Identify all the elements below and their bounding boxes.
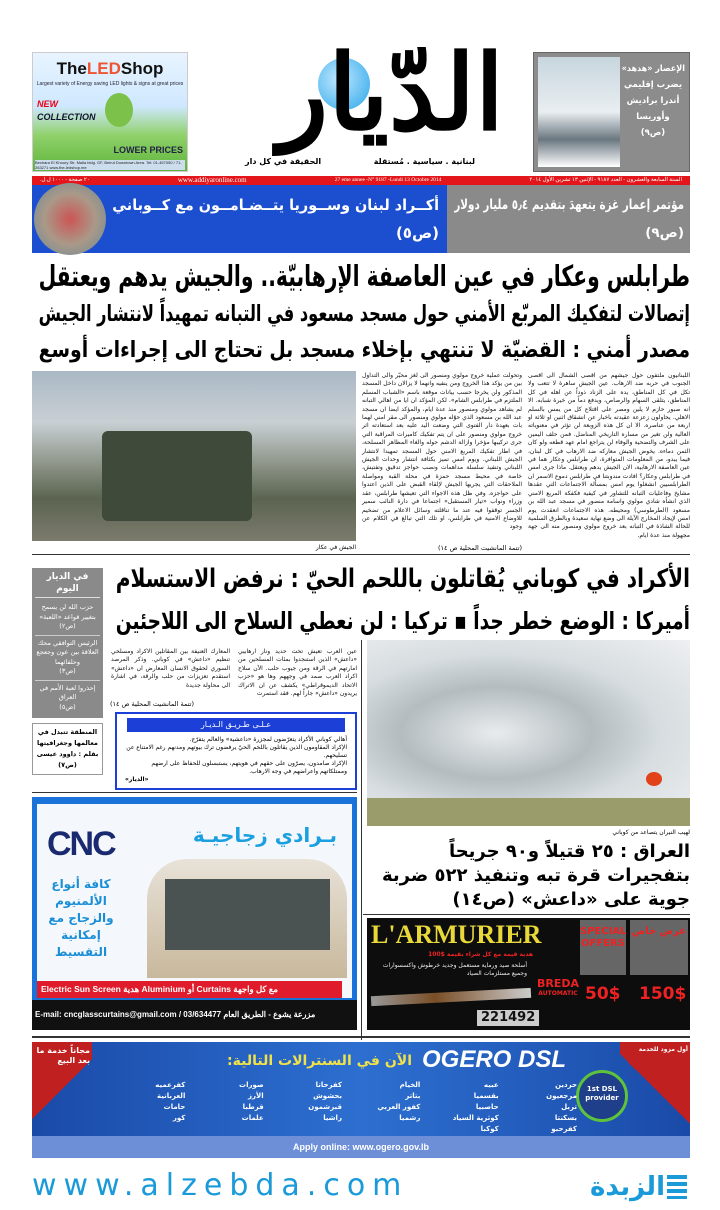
kobani-article	[110, 648, 357, 790]
issue-price: ٢٠ صفحة - ١٠٠٠ ل.ل.	[40, 177, 90, 183]
continued-note[interactable]: (تتمة المانشيت المحلية ص ١٤)	[437, 544, 522, 552]
central-item: بقسميا	[473, 1092, 499, 1100]
photo-caption: الجيش في عكار	[315, 544, 356, 551]
central-item: علمات	[241, 1114, 264, 1122]
article-column: اللبنانيون ملتفون حول جيشهم من اقصى الشمال الى اقصى الجنوب في حربه ضد الارهاب. عين الجيش ساهرة لا تتعب ولا تكل في كل المناطق، يده على الزناد ذوداً عن اهله في كل المناطق، يتلقى السهام والرصاص، ويدفع دماً من خيرة شبابه. الا انه صبور حازم لا يلين ومصر على اقتلاع كل من يمس بالسلم الاهلي. يحاولون زعزعة عقيدته باخبار عن انشقاق اثنين او ثلاثة او اربعة من عناصره. الا ان كل هذه الزوبعة لن تؤثر في معنوياته العالية ولن تغير من مساره التاريخي المناضل. فمن حلف اليمين على الشرف والتضحية والوفاء لن يتراجع امام عهد قطعه ولو كان الثمن دماءه. يخوض الجيش معاركه ضد الارهاب في كل لبنان، فيما يبدو، من المعلومات المتوافرة، ان طرابلس وعكار هما في عين العاصفة الارهابية، الان الجيش يدهم ويعتقل. ماذا جرى امس في طرابلس وعكار؟ افادت مندوبتنا في طرابلس دموع الاسمر ان الطرابلسيين انشغلوا يوم امس بمسألة الاجتماعات التي عقدها مشايخ وفاعليات التبانه للتشاور في كيفية فكفكة المربع الامني الذي انشأه شادي مولوي واسامة منصور في مسجد عبد الله بن مسعود (الطرطوسي) ومحيطه. هذه الاجتماعات انعقدت يوم امس لإيجاد المخارج الآيلة الى وضع نهاية سعيدة وبالطرق السلمية للحالة الشاذة في التبانه بعد خروج مولوي ومنصور منه الى جهة مجهولة منذ عدة ايام.	[528, 372, 690, 539]
sidebar-heading: في الديار اليوم	[35, 571, 100, 598]
armurier-gift: هدية قيمة مع كل شراء بقيمة $100	[428, 951, 533, 958]
special-offer-ar: عرض خاص	[630, 920, 688, 975]
armurier-desc: أسلحة صيد ورماية مستعمل وجديد خرطوش واكسسوارات وجميع مستلزمات الصياد	[382, 962, 527, 977]
gaza-banner[interactable]	[447, 185, 690, 253]
fire-icon	[646, 772, 662, 786]
editorial-paragraph: الإكراد المقاومون الذين يقاتلون باللحم الحيّ يرفضون ترك بيوتهم ومدنهم رغم الامتناع عن تسليحهم.	[126, 744, 347, 760]
led-ad-lower-prices: LOWER PRICES	[113, 145, 183, 155]
teaser-line: أندرا براديش	[626, 96, 680, 106]
led-ad-subtitle: Largest variety of Energy saving LED lights & signs at great prices	[36, 81, 184, 87]
central-item: عبيه	[483, 1081, 499, 1089]
teaser-line: الإعصار «هدهد»	[621, 64, 685, 74]
central-item: صورات	[239, 1081, 264, 1089]
central-item: حردين	[555, 1081, 577, 1089]
central-item: كور	[172, 1114, 186, 1122]
kobani-headline: الأكراد في كوباني يُقاتلون باللحم الحيّ : نرفض الاستسلام	[115, 564, 690, 594]
armored-vehicle	[102, 431, 252, 521]
editorial-paragraph: الإكراد صامدون، يصرّون على حقهم في هويتهم، يستبسلون للحفاظ على ارضهم وممتلكاتهم واعراضهم في وجه الارهاب.	[151, 760, 347, 776]
banner-title: مؤتمر إعمار غزة يتعهدَ بتقديم ٥٫٤ مليار دولار	[454, 197, 684, 213]
central-item: بتاتر	[405, 1092, 421, 1100]
banner-page: (ص٥)	[395, 224, 439, 242]
central-item: قبرشمون	[308, 1103, 342, 1111]
central-item: حاصبيا	[475, 1103, 499, 1111]
cnc-ad[interactable]	[32, 797, 357, 1030]
central-item: العربانية	[157, 1092, 186, 1100]
armurier-ad[interactable]	[367, 918, 690, 1030]
led-ad-title: TheLEDShop	[56, 59, 164, 78]
cnc-contact: E-mail: cncglasscurtains@gmail.com / 03/634477 مزرعة يشوع - الطريق العام	[32, 1000, 357, 1030]
cyclone-photo	[538, 57, 620, 167]
free-service-corner: مجاناً خدمة ما بعد البيع	[32, 1042, 92, 1136]
led-ad-new: NEW COLLECTION	[37, 99, 96, 122]
price-2: 150$	[639, 984, 687, 1004]
central-item: كفرحبو	[551, 1125, 577, 1133]
article-column: وتحولت عملية خروج مولوي ومنصور الى لغز محيّر والى التداول بين من يؤكد هذا الخروج ومن ينفيه وانهما لا يزالان داخل المسجد المذكور ولن يخرجا حسب بيانات موقعة باسم «الشباب المسلم الملتزم في طرابلس الشام». لكن المؤكد ان ايا من اهالي التبانه لم يشاهد مولوي ومنصور منذ عدة ايام، والمؤكد ايضا ان مسجد عبد الله بن مسعود الذي حوّله مولوي ومنصور الى مقر امني لهما بات بعهدة دار الفتوى التي وضعت اليد عليه بعد استعادته اثر خروج مولوي ومنصور على ان يتم تفكيك كاميرات المراقبة التي جرى تركيبها مؤخرا وازالة الدشم حوله والغاء المظاهر المسلحة، في اطار تفكيك المربع الامني حول المسجد تمهيدا لانتشار الجيش اللبناني. ويوم امس تميز بكثافة انتشار وحدات الجيش اللبناني وتنفيذ سلسلة مداهمات ونصب حواجز تدقيق وتفتيش، خاصة في محيط مسجد حمزة في محلة القبة ومواصلة الملاحقات التي يجريها الجيش لإلقاء القبض على الذين اعتدوا على حواجزه. وفي ظل هذه الاجواء التي تعيشها طرابلس، عقد وزراء ونواب «تيار المستقبل» اجتماعا في دارة النائب سمير الجسر توقفوا فيه عند ما تناقلته وسائل الاعلام من تضخيم للاوضاع الامنية في طرابلس، او تلك التي تبالغ في الكلام عن وجود	[362, 372, 522, 531]
first-provider-badge: 1st DSL provider	[576, 1070, 628, 1122]
special-offers: SPECIAL OFFERS	[580, 920, 626, 975]
led-ad-address: Bechara El Khoury Str. Malla bldg. GF, Beirut Downtown Area. Tel: 01-457050 / 71-263271 www.the-ledshop.me	[35, 160, 185, 170]
divider	[32, 554, 690, 555]
divider	[32, 1036, 690, 1038]
issue-bar	[32, 176, 690, 185]
kobani-subheadline: أميركا : الوضع خطر جداً ▪ تركيا : لن نعطي السلاح الى اللاجئين	[115, 607, 690, 635]
kurds-banner[interactable]	[32, 185, 447, 253]
sidebar-item[interactable]: الرئيس التوافقي محك العلاقة بين عون وجعجع وحلفائهما (ص٣)	[35, 636, 100, 681]
central-item: بحشوش	[313, 1092, 342, 1100]
cnc-promo: Electric Sun Screen هدية Aluminium أو Curtains مع كل واجهة	[37, 981, 342, 998]
main-subheadline-1: إتصالات لتفكيك المربّع الأمني حول مسجد مسعود في التبانه تمهيداً لانتشار الجيش	[38, 301, 690, 327]
ogero-title: OGERO DSL	[422, 1046, 567, 1073]
central-item: راشيا	[323, 1114, 342, 1122]
right-corner: أول مزود للخدمة	[620, 1042, 690, 1136]
cnc-logo: CNC	[47, 825, 115, 863]
price-1: 50$	[585, 984, 621, 1004]
banner-page: (ص٩)	[645, 225, 684, 241]
continued-note[interactable]: (تتمة المانشيت المحلية ص ١٤)	[110, 700, 195, 709]
central-item: قرطبا	[242, 1103, 264, 1111]
masthead-tagline: لبنانية . سياسية . مُستقلة الحقيقة في كل دار	[245, 157, 475, 166]
alzebda-logo: الزبدة	[590, 1170, 690, 1204]
teaser-cyclone[interactable]	[533, 52, 690, 172]
main-headline: طرابلس وعكار في عين العاصفة الإرهابيّة.. والجيش يدهم ويعتقل	[38, 259, 690, 293]
photo-caption: لهيب النيران يتصاعد من كوباني	[612, 829, 690, 836]
central-item: كفور العربي	[377, 1103, 421, 1111]
cnc-body: كافة أنواع الألمنيوم والزجاج مع إمكانية التقسيط	[48, 877, 114, 959]
divider	[32, 792, 357, 793]
issue-french: 27 eme annee -N° 9187 -Lundi 13 Octobre 2014	[334, 177, 442, 183]
article-column: المعارك العنيفة بين المقاتلين الاكراد ومسلحي تنظيم «داعش» في كوباني. وذكر المرصد السوري لحقوق الانسان المعارض ان «داعش» استقدم تعزيزات من حلب والرقة، في اشارة الى محاولة جديدة	[111, 648, 230, 689]
logo-bars-icon	[667, 1175, 687, 1199]
crowd-photo	[34, 183, 106, 255]
sidebar-column[interactable]: المنطقة تتبدل في معالمها وجغرافيتها بقلم : داوود عيسى (ص٧)	[32, 723, 103, 775]
army-photo	[32, 371, 356, 541]
apply-online-link[interactable]: Apply online: www.ogero.gov.lb	[32, 1136, 690, 1158]
masthead-name: الدّيار	[277, 31, 504, 154]
teaser-line: يضرب إقليمي	[623, 80, 683, 90]
explosion-photo	[367, 640, 690, 826]
divider	[363, 914, 690, 915]
footer-url[interactable]: www.alzebda.com	[32, 1168, 409, 1203]
armurier-brand: BREDA AUTOMATIC	[537, 977, 580, 997]
editorial-signature: «الديار»	[125, 776, 149, 784]
divider	[361, 640, 362, 1040]
balcony-photo	[147, 859, 347, 978]
central-item: حامات	[163, 1103, 186, 1111]
sidebar-item[interactable]: حزب الله لن يسمح بتغيير قواعد «اللعبة» (ص٢)	[35, 600, 100, 636]
teaser-line: (ص٩)	[640, 128, 666, 138]
main-subheadline-2: مصدر أمني : القضيّة لا تنتهي بإخلاء مسجد بل تحتاج الى إجراءات أوسع	[38, 337, 691, 363]
masthead-logo	[200, 31, 520, 172]
led-shop-ad[interactable]	[32, 52, 188, 172]
sidebar	[32, 568, 103, 775]
central-item: الأرز	[248, 1092, 264, 1100]
editorial-paragraph: أهالي كوباني الأكراد يتعرّضون لمجزرة «داعشية» والعالم يتفرّج.	[189, 736, 347, 744]
central-item: تربل	[561, 1103, 577, 1111]
central-item: كفرعميه	[155, 1081, 186, 1089]
editorial-box	[115, 712, 357, 790]
ogero-subtitle: الآن في السنترالات التالية:	[227, 1053, 412, 1069]
issue-arabic: السنة السابعة والعشرون - العدد ٩١٨٧ - الإثنين ١٣ تشرين الأول ٢٠١٤	[529, 177, 682, 183]
central-item: كوكبا	[480, 1125, 499, 1133]
teaser-line: وأوريسا	[636, 112, 670, 122]
editorial-title: عـلـى طـريـق الـديـار	[127, 718, 345, 732]
article-column: عين العرب تعيش تحت حديد ونار ارهابيي «داعش» الذين استنجدوا بمئات المسلحين من امارتهم في الرقة ومن جيوب حلب. الآن سلاح اكراد العرب صمد في وجههم وها هو «حزب الاتحاد الديموقراطي» يكشف عن ان الاتراك يريدون «داعش» جاراً لهم. فقد استمرت	[238, 648, 357, 698]
website-link[interactable]: www.addiyaronline.com	[177, 176, 247, 184]
armurier-phone: 221492	[477, 1010, 539, 1026]
central-item: كوثرية السياد	[452, 1114, 499, 1122]
cnc-title: بـرادي زجاجيـة	[192, 823, 337, 847]
sidebar-today	[32, 568, 103, 718]
shotgun-image	[371, 988, 531, 1006]
central-item: مرجعيون	[546, 1092, 577, 1100]
iraq-headline: العراق : ٢٥ قتيلاً و٩٠ جريحاً بتفجيرات قرة تبه وتنفيذ ٥٢٢ ضربة جوية على «داعش» (ص١٤)	[381, 841, 690, 910]
sidebar-item[interactable]: إحذروا لعبة الأمم في العراق (ص٥)	[39, 683, 96, 711]
armurier-title: L'ARMURIER	[371, 920, 542, 949]
centrals-list	[107, 1080, 577, 1134]
ogero-dsl-ad[interactable]	[32, 1042, 690, 1158]
banner-title: أكــراد لبنان وســوريا يتــضـامــون مع كــوباني	[112, 196, 439, 214]
central-item: بسكنتا	[554, 1114, 577, 1122]
bulb-icon	[105, 93, 133, 127]
central-item: الخيام	[399, 1081, 421, 1089]
central-item: كفرحاتا	[315, 1081, 342, 1089]
central-item: رشميا	[399, 1114, 421, 1122]
